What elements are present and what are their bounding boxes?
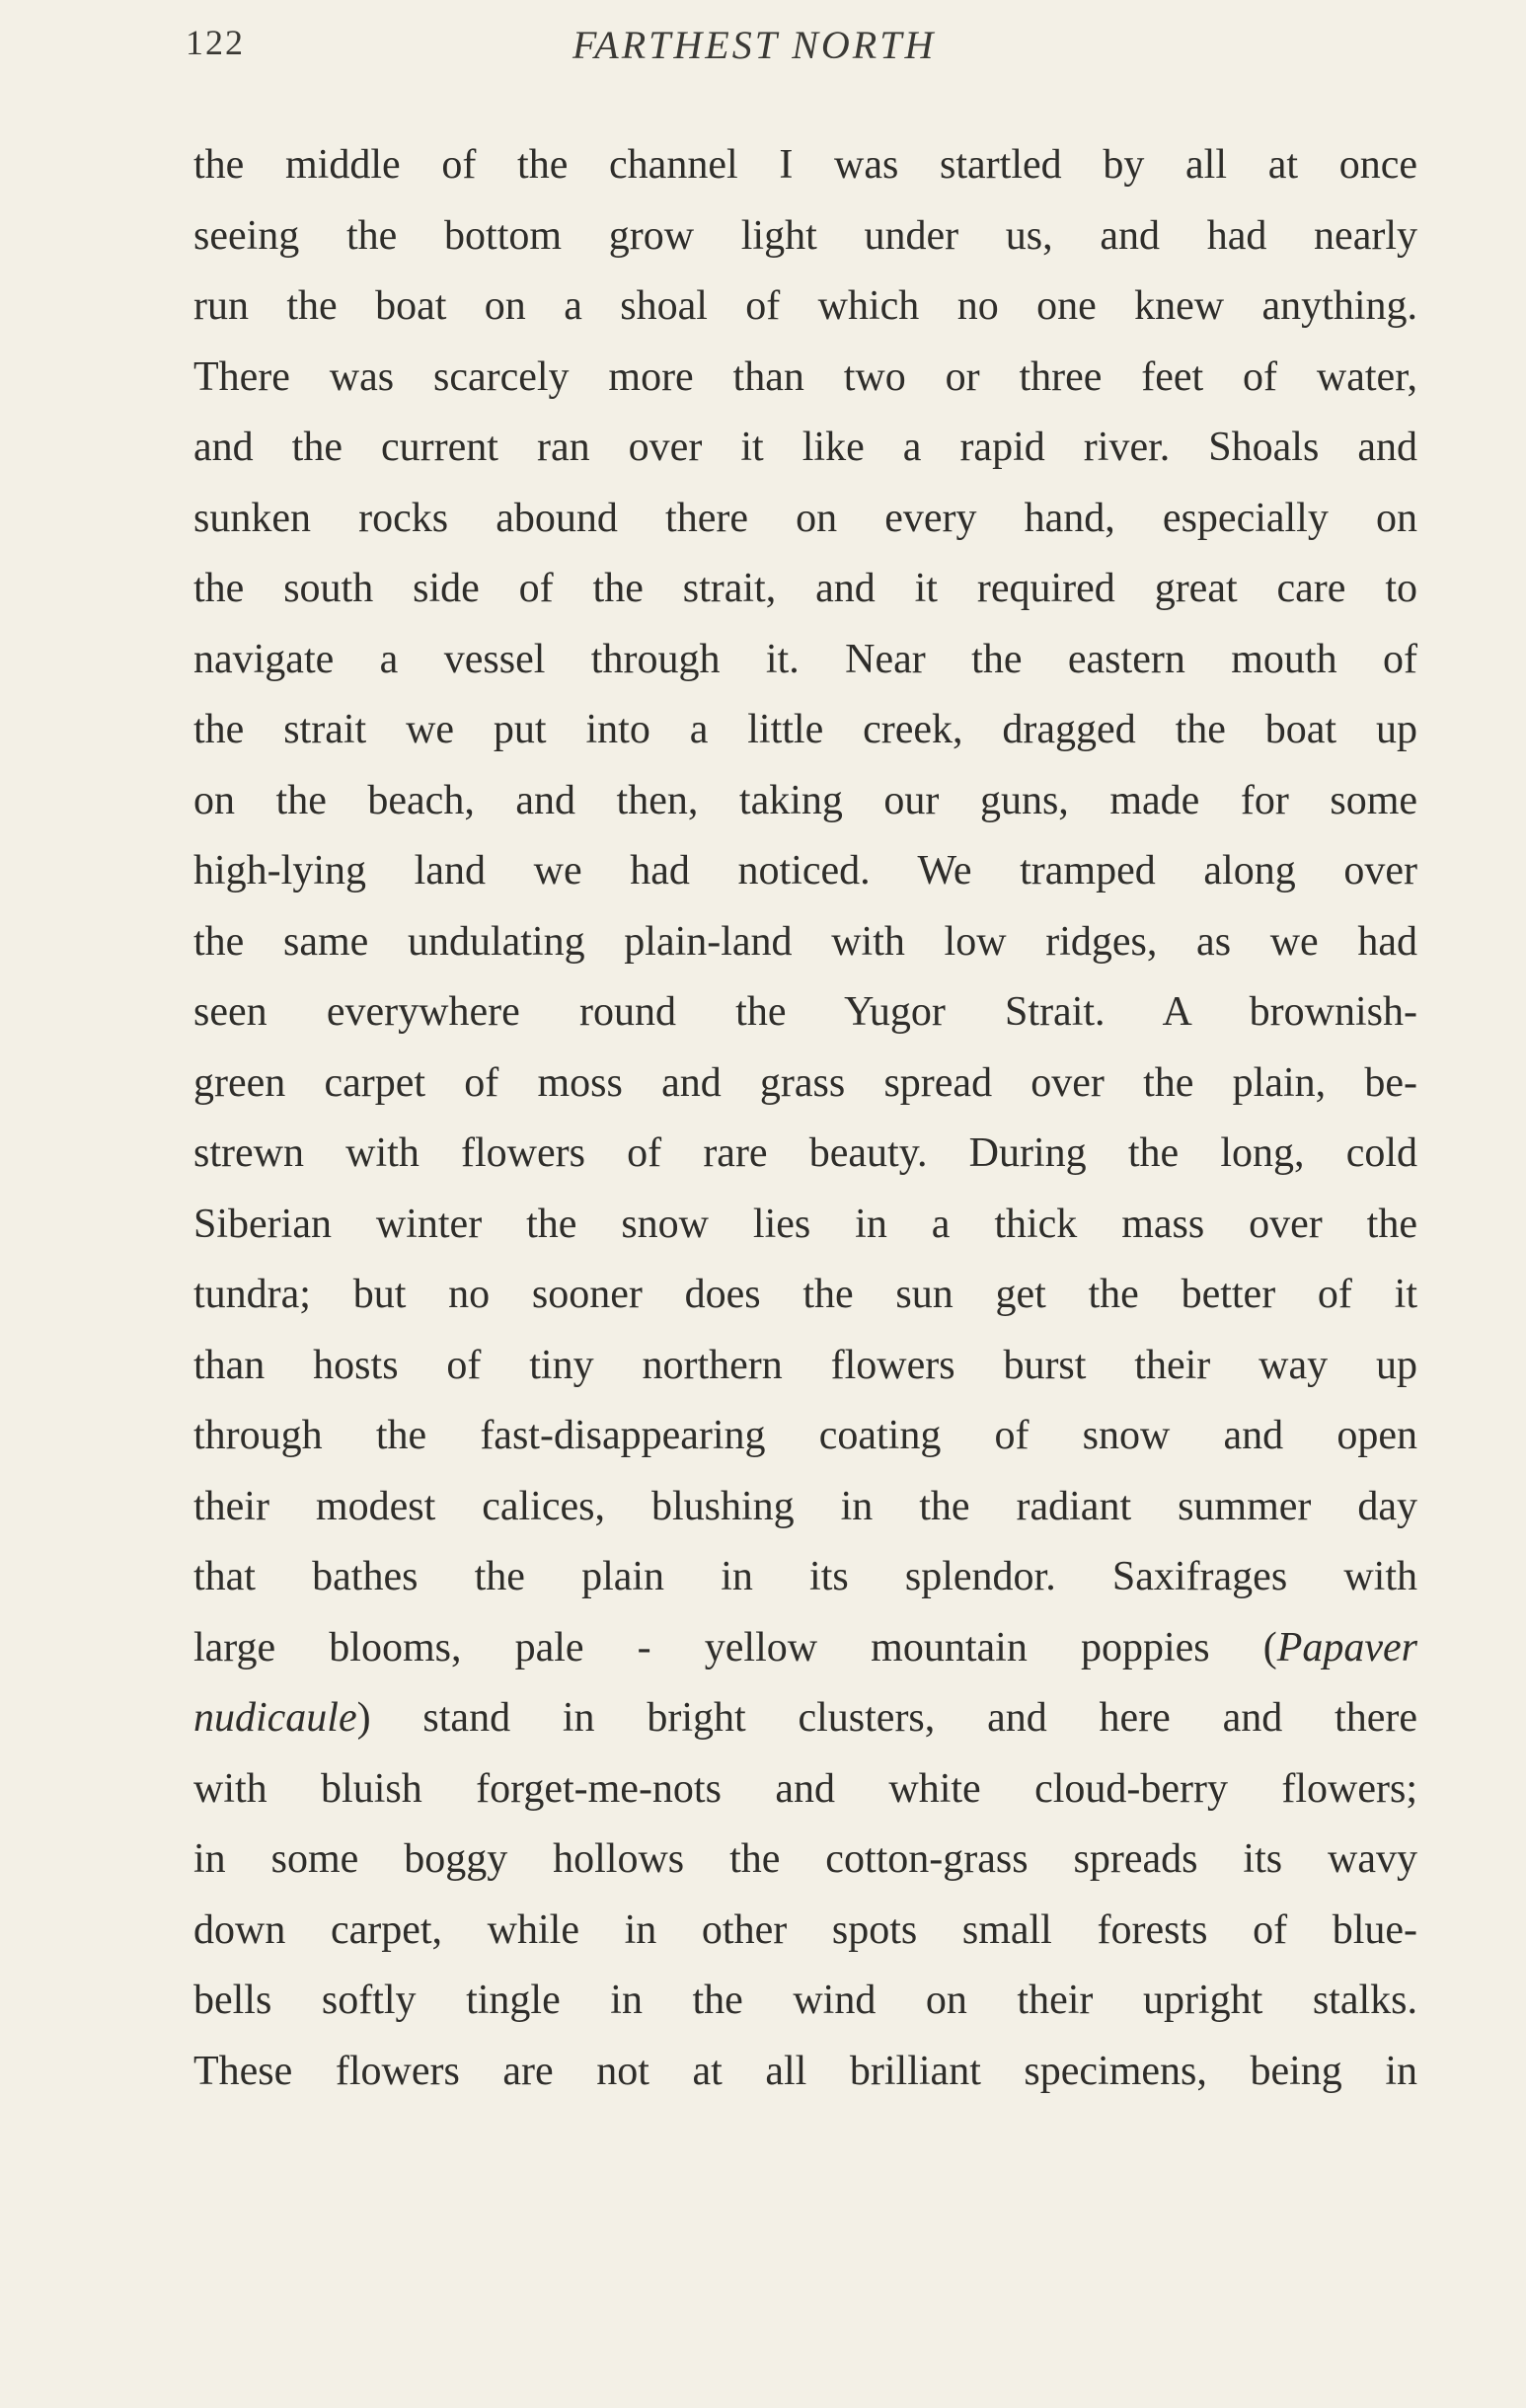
text-line: run the boat on a shoal of which no one knew anything. xyxy=(193,283,1417,329)
text-line: sunken rocks abound there on every hand, especially on xyxy=(193,495,1417,541)
text-line: than hosts of tiny northern flowers burst their way up xyxy=(193,1342,1417,1388)
running-title: FARTHEST NORTH xyxy=(572,23,937,67)
text-line: strewn with flowers of rare beauty. During the long, cold xyxy=(193,1130,1417,1176)
text-line: and the current ran over it like a rapid river. Shoals and xyxy=(193,425,1417,470)
text-line: the same undulating plain-land with low ridges, as we had xyxy=(193,918,1417,965)
text-line: Siberian winter the snow lies in a thick mass over the xyxy=(193,1201,1417,1247)
text-segment: ) stand in bright clusters, and here and there xyxy=(356,1695,1417,1741)
text-line: tundra; but no sooner does the sun get the better of it xyxy=(193,1272,1417,1317)
text-line: high-lying land we had noticed. We tramped along over xyxy=(193,848,1417,893)
text-segment: large blooms, pale - yellow mountain poppies ( xyxy=(193,1624,1277,1670)
text-line: the strait we put into a little creek, dragged the boat up xyxy=(193,707,1417,752)
text-line: the south side of the strait, and it required great care to xyxy=(193,566,1417,611)
text-line: seen everywhere round the Yugor Strait. A brownish- xyxy=(193,989,1417,1035)
body-text xyxy=(193,130,1417,2107)
text-line: navigate a vessel through it. Near the eastern mouth of xyxy=(193,636,1417,682)
text-line: with bluish forget-me-nots and white cloud-berry flowers; xyxy=(193,1765,1417,1812)
italic-latin-name: Papaver xyxy=(1276,1624,1417,1670)
text-line: There was scarcely more than two or three feet of water, xyxy=(193,353,1417,400)
text-line: down carpet, while in other spots small forests of blue- xyxy=(193,1906,1417,1953)
text-line: through the fast-disappearing coating of snow and open xyxy=(193,1413,1417,1458)
text-line xyxy=(193,1613,1417,1684)
italic-latin-name: nudicaule xyxy=(193,1695,357,1741)
text-line: These flowers are not at all brilliant specimens, being in xyxy=(193,2048,1417,2094)
text-line: the middle of the channel I was startled by all at once xyxy=(193,142,1417,188)
text-line: their modest calices, blushing in the radiant summer day xyxy=(193,1483,1417,1529)
text-line: that bathes the plain in its splendor. Saxifrages with xyxy=(193,1554,1417,1599)
text-line: seeing the bottom grow light under us, and had nearly xyxy=(193,212,1417,259)
page-number: 122 xyxy=(186,23,245,62)
text-line: green carpet of moss and grass spread over the plain, be- xyxy=(193,1059,1417,1106)
text-line: on the beach, and then, taking our guns, made for some xyxy=(193,777,1417,823)
text-line xyxy=(193,1683,1417,1754)
text-line: in some boggy hollows the cotton-grass spreads its wavy xyxy=(193,1836,1417,1882)
text-line: bells softly tingle in the wind on their upright stalks. xyxy=(193,1978,1417,2023)
